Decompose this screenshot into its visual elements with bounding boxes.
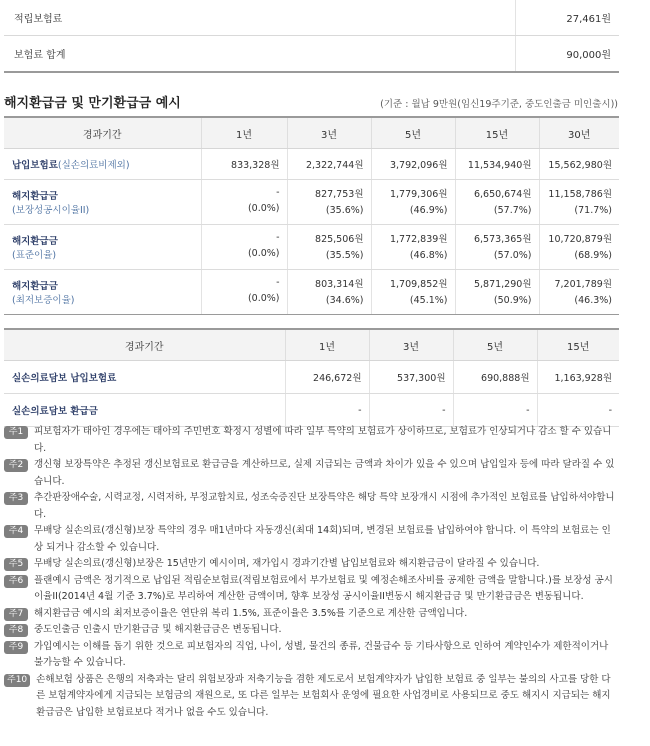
row-label-sub: (실손의료비제외): [57, 160, 130, 171]
table-cell: [287, 225, 371, 270]
table-cell: 537,300원: [369, 361, 453, 394]
amount: 827,753원: [315, 188, 364, 200]
table-cell: 833,328원: [201, 149, 287, 180]
amount: -: [276, 232, 280, 243]
table-cell: [287, 270, 371, 315]
note-item: [4, 457, 616, 490]
amount: 803,314원: [315, 278, 364, 290]
column-header: 15년: [455, 117, 539, 149]
table-cell: [371, 270, 455, 315]
note-item: [4, 424, 616, 457]
table-row-refund: [4, 270, 619, 315]
table-cell: -: [537, 394, 619, 427]
rate: (0.0%): [247, 293, 280, 304]
note-text: 피보험자가 태아인 경우에는 태아의 주민번호 확정시 성별에 따라 일부 특약의 보험료가 상이하므로, 보험료가 인상되거나 감소 할 수 있습니다.: [34, 426, 612, 454]
rate: (34.6%): [325, 294, 364, 306]
row-label-sub: (최저보증이율): [12, 295, 75, 306]
summary-label: 보험료 합계: [4, 36, 516, 73]
note-text: 해지환급금 예시의 최저보증이율은 연단위 복리 1.5%, 표준이율은 3.5%를 기준으로 계산한 금액입니다.: [34, 607, 468, 619]
note-text: 무배당 실손의료(갱신형)보장은 15년만기 예시이며, 재가입시 경과기간별 납입보험료와 해지환급금이 달라질 수 있습니다.: [34, 558, 540, 569]
rate: (46.3%): [574, 294, 612, 306]
note-badge: 주4: [4, 525, 28, 538]
summary-value: 27,461원: [516, 0, 620, 36]
table-cell: 246,672원: [285, 361, 369, 394]
summary-label: 적립보험료: [4, 0, 516, 36]
rate: (0.0%): [247, 203, 280, 214]
amount: 1,709,852원: [389, 278, 448, 290]
table-cell: [201, 180, 287, 225]
note-text: 추간판장애수술, 시력교정, 시력저하, 부정교합치료, 성조숙증진단 보장특약은 해당 특약 보장개시 시점에 추가적인 보험료를 납입하셔야합니다.: [34, 492, 615, 520]
table-cell: [455, 270, 539, 315]
section-note: (기준 : 월납 9만원(임신19주기준, 중도인출금 미인출시)): [380, 99, 618, 110]
table-header-row: [4, 329, 619, 361]
rate: (35.5%): [325, 249, 364, 261]
row-label: 실손의료담보 납입보험료: [12, 373, 117, 384]
amount: 10,720,879원: [548, 233, 612, 245]
column-header: 경과기간: [4, 329, 285, 361]
row-label: 해지환급금: [12, 281, 58, 292]
table-row: [4, 361, 619, 394]
summary-value: 90,000원: [516, 36, 620, 73]
rate: (35.6%): [325, 204, 364, 216]
table-cell: -: [369, 394, 453, 427]
column-header: 15년: [537, 329, 619, 361]
note-item: [4, 490, 616, 523]
row-label-sub: (보장성공시이율II): [12, 205, 90, 216]
row-label-cell: [4, 394, 285, 427]
table-row: [4, 394, 619, 427]
rate: (71.7%): [574, 204, 612, 216]
amount: -: [276, 277, 280, 288]
section-title: 해지환급금 및 만기환급금 예시: [4, 96, 181, 111]
rate: (50.9%): [493, 294, 532, 306]
rate: (46.9%): [409, 204, 448, 216]
note-item: [4, 639, 616, 672]
note-badge: 주5: [4, 558, 28, 571]
note-text: 갱신형 보장특약은 추정된 갱신보험료로 환급금을 계산하므로, 실제 지급되는 금액과 차이가 있을 수 있으며 납입일자 등에 따라 달라질 수 있습니다.: [34, 459, 615, 487]
note-text: 플랜예시 금액은 정기적으로 납입된 적립순보험료(적립보험료에서 부가보험료 및 예정손해조사비를 공제한 금액을 말합니다.)를 보장성 공시이율II(2014년 4월 기준 3.7%)로 부리하여 계산한 금액이며, 향후 보장성 공시이율II변동시 해지환급금 및 만기환급금은 변동됩니다.: [34, 574, 613, 602]
column-header: 1년: [201, 117, 287, 149]
note-badge: 주6: [4, 575, 28, 588]
note-text: 가입예시는 이해를 돕기 위한 것으로 피보험자의 직업, 나이, 성별, 물건의 종류, 건물급수 등 기타사항으로 인하여 계약인수가 제한적이거나 불가능할 수 있습니다.: [34, 640, 609, 668]
note-item: [4, 622, 616, 639]
table-cell: 3,792,096원: [371, 149, 455, 180]
amount: 5,871,290원: [473, 278, 532, 290]
amount: 6,650,674원: [473, 188, 532, 200]
table-cell: [371, 225, 455, 270]
rate: (57.7%): [493, 204, 532, 216]
amount: 7,201,789원: [554, 278, 612, 290]
summary-row: [4, 36, 619, 73]
note-badge: 주9: [4, 641, 28, 654]
table-cell: -: [453, 394, 537, 427]
row-label-sub: (표준이율): [12, 250, 57, 261]
column-header: 3년: [369, 329, 453, 361]
table-header-row: [4, 117, 619, 149]
column-header: 5년: [371, 117, 455, 149]
notes-list: [4, 424, 616, 721]
amount: 1,772,839원: [389, 233, 448, 245]
row-label: 실손의료담보 환급금: [12, 406, 98, 417]
summary-row: [4, 0, 619, 36]
row-label: 납입보험료: [12, 160, 58, 171]
note-item: [4, 523, 616, 556]
table-cell: -: [285, 394, 369, 427]
table-cell: [539, 180, 619, 225]
note-item: [4, 606, 616, 623]
row-label: 해지환급금: [12, 236, 58, 247]
table-cell: 2,322,744원: [287, 149, 371, 180]
refund-table: [4, 116, 619, 315]
amount: 1,779,306원: [389, 188, 448, 200]
row-label-cell: [4, 270, 201, 315]
table-cell: [287, 180, 371, 225]
amount: 6,573,365원: [473, 233, 532, 245]
summary-table: [4, 0, 619, 73]
note-badge: 주8: [4, 624, 28, 637]
amount: 825,506원: [315, 233, 364, 245]
amount: -: [276, 187, 280, 198]
table-cell: [371, 180, 455, 225]
column-header: 3년: [287, 117, 371, 149]
table-cell: [201, 270, 287, 315]
note-text: 손해보험 상품은 은행의 저축과는 달리 위험보장과 저축기능을 겸한 제도로서 보험계약자가 납입한 보험료 중 일부는 불의의 사고를 당한 다른 보험계약자에게 지급되는 보험금의 재원으로, 또 다른 일부는 보험회사 운영에 필요한 사업경비로 사용되므로 중도 해지시 지급되는 해지환급금은 납입한 보험료보다 적거나 없을 수도 있습니다.: [36, 673, 611, 718]
table-cell: [539, 270, 619, 315]
table-row-premium: [4, 149, 619, 180]
column-header: 1년: [285, 329, 369, 361]
row-label-cell: [4, 225, 201, 270]
note-text: 무배당 실손의료(갱신형)보장 특약의 경우 매1년마다 자동갱신(최대 14회)되며, 변경된 보험료를 납입하여야 합니다. 이 특약의 보험료는 인상 되거나 감소할 수 있습니다.: [34, 525, 611, 553]
rate: (46.8%): [409, 249, 448, 261]
amount: 11,158,786원: [548, 188, 612, 200]
rate: (57.0%): [493, 249, 532, 261]
note-item: [4, 672, 616, 722]
rate: (0.0%): [247, 248, 280, 259]
column-header: 30년: [539, 117, 619, 149]
note-text: 중도인출금 인출시 만기환급금 및 해지환급금은 변동됩니다.: [34, 624, 282, 635]
table-cell: 1,163,928원: [537, 361, 619, 394]
note-item: [4, 573, 616, 606]
table-cell: [539, 225, 619, 270]
table-row-refund: [4, 225, 619, 270]
note-badge: 주3: [4, 492, 28, 505]
table-cell: [201, 225, 287, 270]
table-row-refund: [4, 180, 619, 225]
note-badge: 주10: [4, 674, 30, 687]
table-cell: 690,888원: [453, 361, 537, 394]
note-badge: 주7: [4, 608, 28, 621]
row-label-cell: [4, 361, 285, 394]
rate: (68.9%): [574, 249, 612, 261]
note-item: [4, 556, 616, 573]
medical-table: [4, 328, 619, 427]
rate: (45.1%): [409, 294, 448, 306]
row-label-cell: [4, 149, 201, 180]
note-badge: 주2: [4, 459, 28, 472]
table-cell: 11,534,940원: [455, 149, 539, 180]
table-cell: 15,562,980원: [539, 149, 619, 180]
note-badge: 주1: [4, 426, 28, 439]
table-cell: [455, 180, 539, 225]
table-cell: [455, 225, 539, 270]
row-label-cell: [4, 180, 201, 225]
column-header: 경과기간: [4, 117, 201, 149]
column-header: 5년: [453, 329, 537, 361]
row-label: 해지환급금: [12, 191, 58, 202]
